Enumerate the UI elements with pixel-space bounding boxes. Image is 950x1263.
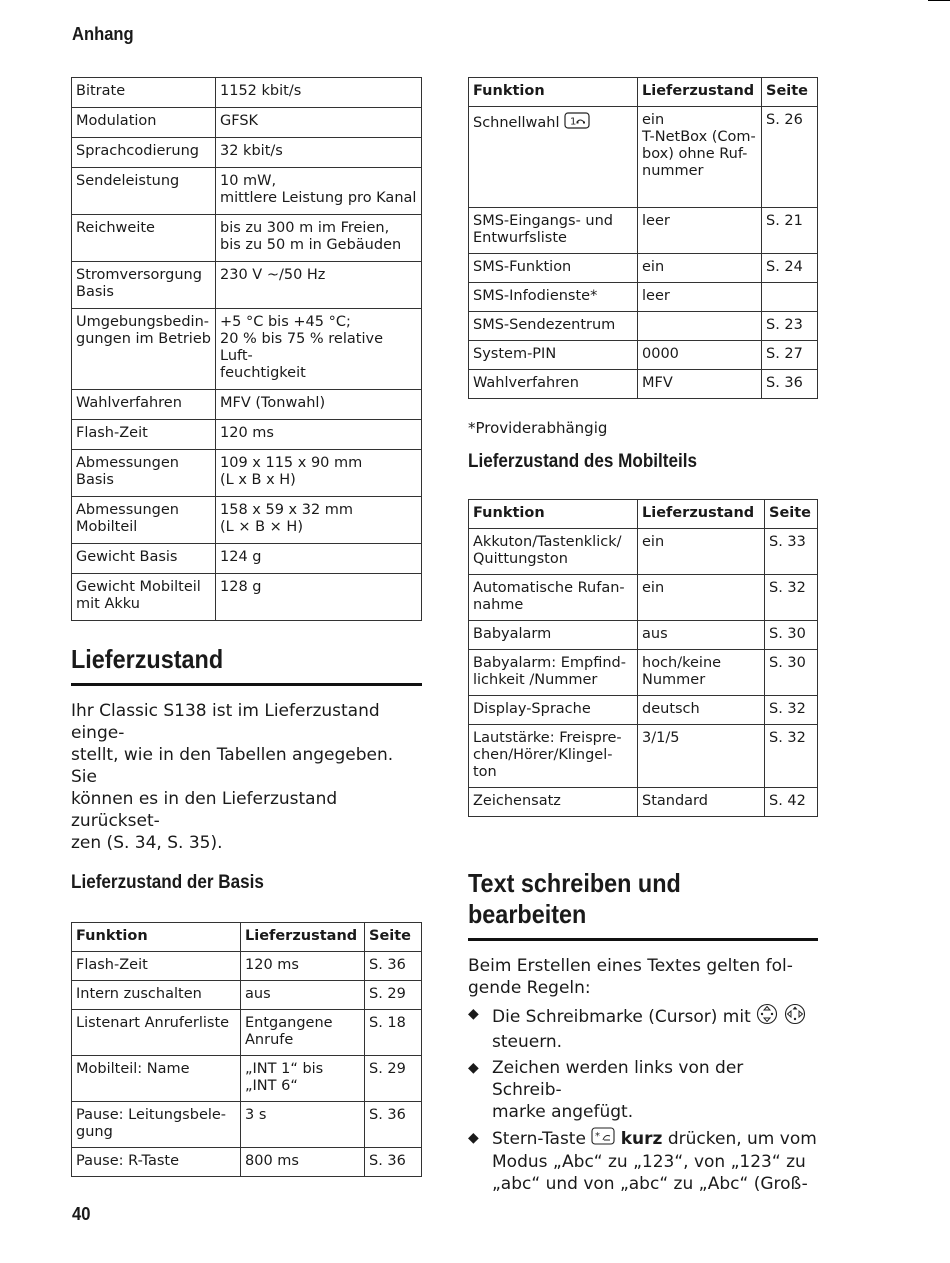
table-cell: SMS-Infodienste* [469, 283, 638, 312]
table-cell: Stromversorgung Basis [72, 262, 216, 309]
table-cell [638, 312, 762, 341]
star-key-icon [591, 1127, 615, 1151]
table-row [469, 650, 818, 696]
table-cell: S. 30 [765, 621, 818, 650]
table-cell: S. 18 [365, 1010, 422, 1056]
table-cell: deutsch [638, 696, 765, 725]
table-cell: SMS-Funktion [469, 254, 638, 283]
table-cell: Flash-Zeit [72, 420, 216, 450]
table-cell: 3/1/5 [638, 725, 765, 788]
table-cell: Babyalarm: Empfind- lichkeit /Nummer [469, 650, 638, 696]
page-edge-rule [928, 0, 950, 1]
table-cell: 800 ms [241, 1148, 365, 1177]
table-cell: Entgangene Anrufe [241, 1010, 365, 1056]
table-row [469, 696, 818, 725]
table-cell: SMS-Eingangs- und Entwurfsliste [469, 208, 638, 254]
table-cell: hoch/keine Nummer [638, 650, 765, 696]
table-cell: S. 29 [365, 1056, 422, 1102]
table-cell: 10 mW, mittlere Leistung pro Kanal [216, 168, 422, 215]
table-cell: Reichweite [72, 215, 216, 262]
table-cell: leer [638, 283, 762, 312]
table-cell: ein [638, 575, 765, 621]
table-cell: ein [638, 254, 762, 283]
col-header-funktion: Funktion [469, 78, 638, 107]
schnellwahl-label: Schnellwahl [473, 115, 560, 131]
table-row [72, 215, 422, 262]
table-cell: S. 24 [762, 254, 818, 283]
table-cell: Automatische Rufan- nahme [469, 575, 638, 621]
svg-text:1: 1 [570, 116, 577, 128]
table-row [469, 341, 818, 370]
table-row [72, 1010, 422, 1056]
table-cell: Gewicht Mobilteil mit Akku [72, 574, 216, 621]
nav-key-left-right-icon [784, 1003, 806, 1031]
table-cell: Standard [638, 788, 765, 817]
text-schreiben-intro: Beim Erstellen eines Textes gelten fol- gende Regeln: [468, 956, 793, 998]
col-header-lieferzustand: Lieferzustand [638, 78, 762, 107]
left-column [71, 77, 422, 1177]
table-cell: Display-Sprache [469, 696, 638, 725]
svg-text:*: * [595, 1131, 601, 1142]
bullet-diamond-icon: ◆ [468, 1006, 479, 1022]
table-cell: 0000 [638, 341, 762, 370]
col-header-lieferzustand: Lieferzustand [241, 923, 365, 952]
table-row [469, 529, 818, 575]
list-item: ◆ Stern-Taste * kurz drücken, um vom Modus „Abc“ zu „123“, von „123“ zu „abc“ und von „abc“ zu „Abc“ (Groß- [468, 1129, 817, 1194]
table-row [72, 1148, 422, 1177]
table-row [469, 208, 818, 254]
table-cell: S. 26 [762, 107, 818, 208]
table-cell: aus [638, 621, 765, 650]
table-cell: S. 36 [365, 1148, 422, 1177]
table-cell: 120 ms [241, 952, 365, 981]
table-row [72, 497, 422, 544]
table-cell: Pause: Leitungsbele- gung [72, 1102, 241, 1148]
table-cell: S. 30 [765, 650, 818, 696]
table-row [72, 262, 422, 309]
table-row [72, 574, 422, 621]
table-cell: S. 33 [765, 529, 818, 575]
table-row [72, 1056, 422, 1102]
table-cell: MFV (Tonwahl) [216, 390, 422, 420]
table-cell: Intern zuschalten [72, 981, 241, 1010]
table-cell: 158 x 59 x 32 mm (L × B × H) [216, 497, 422, 544]
table-cell: Modulation [72, 108, 216, 138]
col-header-seite: Seite [762, 78, 818, 107]
table-row [72, 309, 422, 390]
page-number: 40 [72, 1204, 91, 1224]
table-row [469, 725, 818, 788]
table-cell: S. 36 [762, 370, 818, 399]
table-row [72, 450, 422, 497]
bullet-diamond-icon: ◆ [468, 1130, 479, 1146]
table-cell: Wahlverfahren [469, 370, 638, 399]
list-item: ◆ Zeichen werden links von der Schreib- marke angefügt. [468, 1058, 744, 1122]
speed-dial-key-icon [564, 112, 590, 134]
table-cell: 109 x 115 x 90 mm (L x B x H) [216, 450, 422, 497]
table-cell: Bitrate [72, 78, 216, 108]
table-cell: 230 V ~/50 Hz [216, 262, 422, 309]
table-cell: leer [638, 208, 762, 254]
col-header-funktion: Funktion [72, 923, 241, 952]
nav-key-up-down-icon [756, 1003, 778, 1031]
table-cell: bis zu 300 m im Freien, bis zu 50 m in Gebäuden [216, 215, 422, 262]
table-cell: Listenart Anruferliste [72, 1010, 241, 1056]
table-cell: S. 42 [765, 788, 818, 817]
table-cell: 1152 kbit/s [216, 78, 422, 108]
table-cell: System-PIN [469, 341, 638, 370]
table-row [469, 788, 818, 817]
footnote: *Providerabhängig [468, 419, 608, 437]
table-row [72, 138, 422, 168]
table-row [469, 254, 818, 283]
mobilteil-defaults-table [468, 499, 818, 817]
table-cell: S. 36 [365, 1102, 422, 1148]
table-cell [762, 283, 818, 312]
table-row [72, 544, 422, 574]
table-cell: Babyalarm [469, 621, 638, 650]
technical-data-table [71, 77, 422, 621]
table-cell: S. 23 [762, 312, 818, 341]
table-row [469, 370, 818, 399]
table-row [469, 107, 818, 208]
table-row [72, 952, 422, 981]
table-cell [469, 107, 638, 208]
col-header-lieferzustand: Lieferzustand [638, 500, 765, 529]
section-title-lieferzustand: Lieferzustand [71, 644, 422, 686]
table-cell: Gewicht Basis [72, 544, 216, 574]
table-cell: 32 kbit/s [216, 138, 422, 168]
table-row [72, 390, 422, 420]
table-row [72, 420, 422, 450]
table-cell: Akkuton/Tastenklick/ Quittungston [469, 529, 638, 575]
table-row [469, 283, 818, 312]
table-cell: 128 g [216, 574, 422, 621]
table-cell: MFV [638, 370, 762, 399]
table-cell: S. 32 [765, 696, 818, 725]
table-cell: Abmessungen Mobilteil [72, 497, 216, 544]
table-cell: Flash-Zeit [72, 952, 241, 981]
basis-heading: Lieferzustand der Basis [71, 872, 264, 893]
table-row [72, 1102, 422, 1148]
table-cell: Lautstärke: Freispre- chen/Hörer/Klingel- ton [469, 725, 638, 788]
table-cell: 120 ms [216, 420, 422, 450]
col-header-seite: Seite [765, 500, 818, 529]
table-cell: 124 g [216, 544, 422, 574]
table-cell: S. 32 [765, 725, 818, 788]
section-title-text-schreiben: Text schreiben und bearbeiten [468, 868, 818, 941]
col-header-funktion: Funktion [469, 500, 638, 529]
table-cell: ein T-NetBox (Com- box) ohne Ruf- nummer [638, 107, 762, 208]
table-row [72, 981, 422, 1010]
table-row [72, 78, 422, 108]
rules-list [468, 1003, 818, 1195]
table-cell: 3 s [241, 1102, 365, 1148]
table-cell: SMS-Sendezentrum [469, 312, 638, 341]
table-cell: S. 27 [762, 341, 818, 370]
table-row [469, 312, 818, 341]
table-cell: S. 29 [365, 981, 422, 1010]
table-cell: ein [638, 529, 765, 575]
lieferzustand-intro: Ihr Classic S138 ist im Lieferzustand einge- stellt, wie in den Tabellen angegeben. Sie können es in den Lieferzustand zurückset- zen (S. 34, S. 35). [71, 701, 394, 853]
bullet-diamond-icon: ◆ [468, 1060, 479, 1076]
table-cell: S. 21 [762, 208, 818, 254]
table-cell: S. 36 [365, 952, 422, 981]
list-item: ◆ Die Schreibmarke (Cursor) mit steuern. [468, 1003, 818, 1053]
table-cell: Abmessungen Basis [72, 450, 216, 497]
table-cell: Pause: R-Taste [72, 1148, 241, 1177]
table-cell: Wahlverfahren [72, 390, 216, 420]
basis-defaults-table [71, 922, 422, 1177]
basis-defaults-table-continued [468, 77, 818, 399]
page-header: Anhang [72, 24, 134, 44]
table-cell: Sprachcodierung [72, 138, 216, 168]
mobilteil-heading: Lieferzustand des Mobilteils [468, 451, 697, 472]
table-row [72, 108, 422, 138]
table-row [469, 621, 818, 650]
table-cell: „INT 1“ bis „INT 6“ [241, 1056, 365, 1102]
table-cell: Umgebungsbedin- gungen im Betrieb [72, 309, 216, 390]
col-header-seite: Seite [365, 923, 422, 952]
table-row [469, 575, 818, 621]
table-cell: Sendeleistung [72, 168, 216, 215]
table-cell: Zeichensatz [469, 788, 638, 817]
table-cell: +5 °C bis +45 °C; 20 % bis 75 % relative Luft- feuchtigkeit [216, 309, 422, 390]
table-cell: Mobilteil: Name [72, 1056, 241, 1102]
table-cell: GFSK [216, 108, 422, 138]
right-column [468, 77, 818, 1195]
table-cell: aus [241, 981, 365, 1010]
table-row [72, 168, 422, 215]
table-cell: S. 32 [765, 575, 818, 621]
